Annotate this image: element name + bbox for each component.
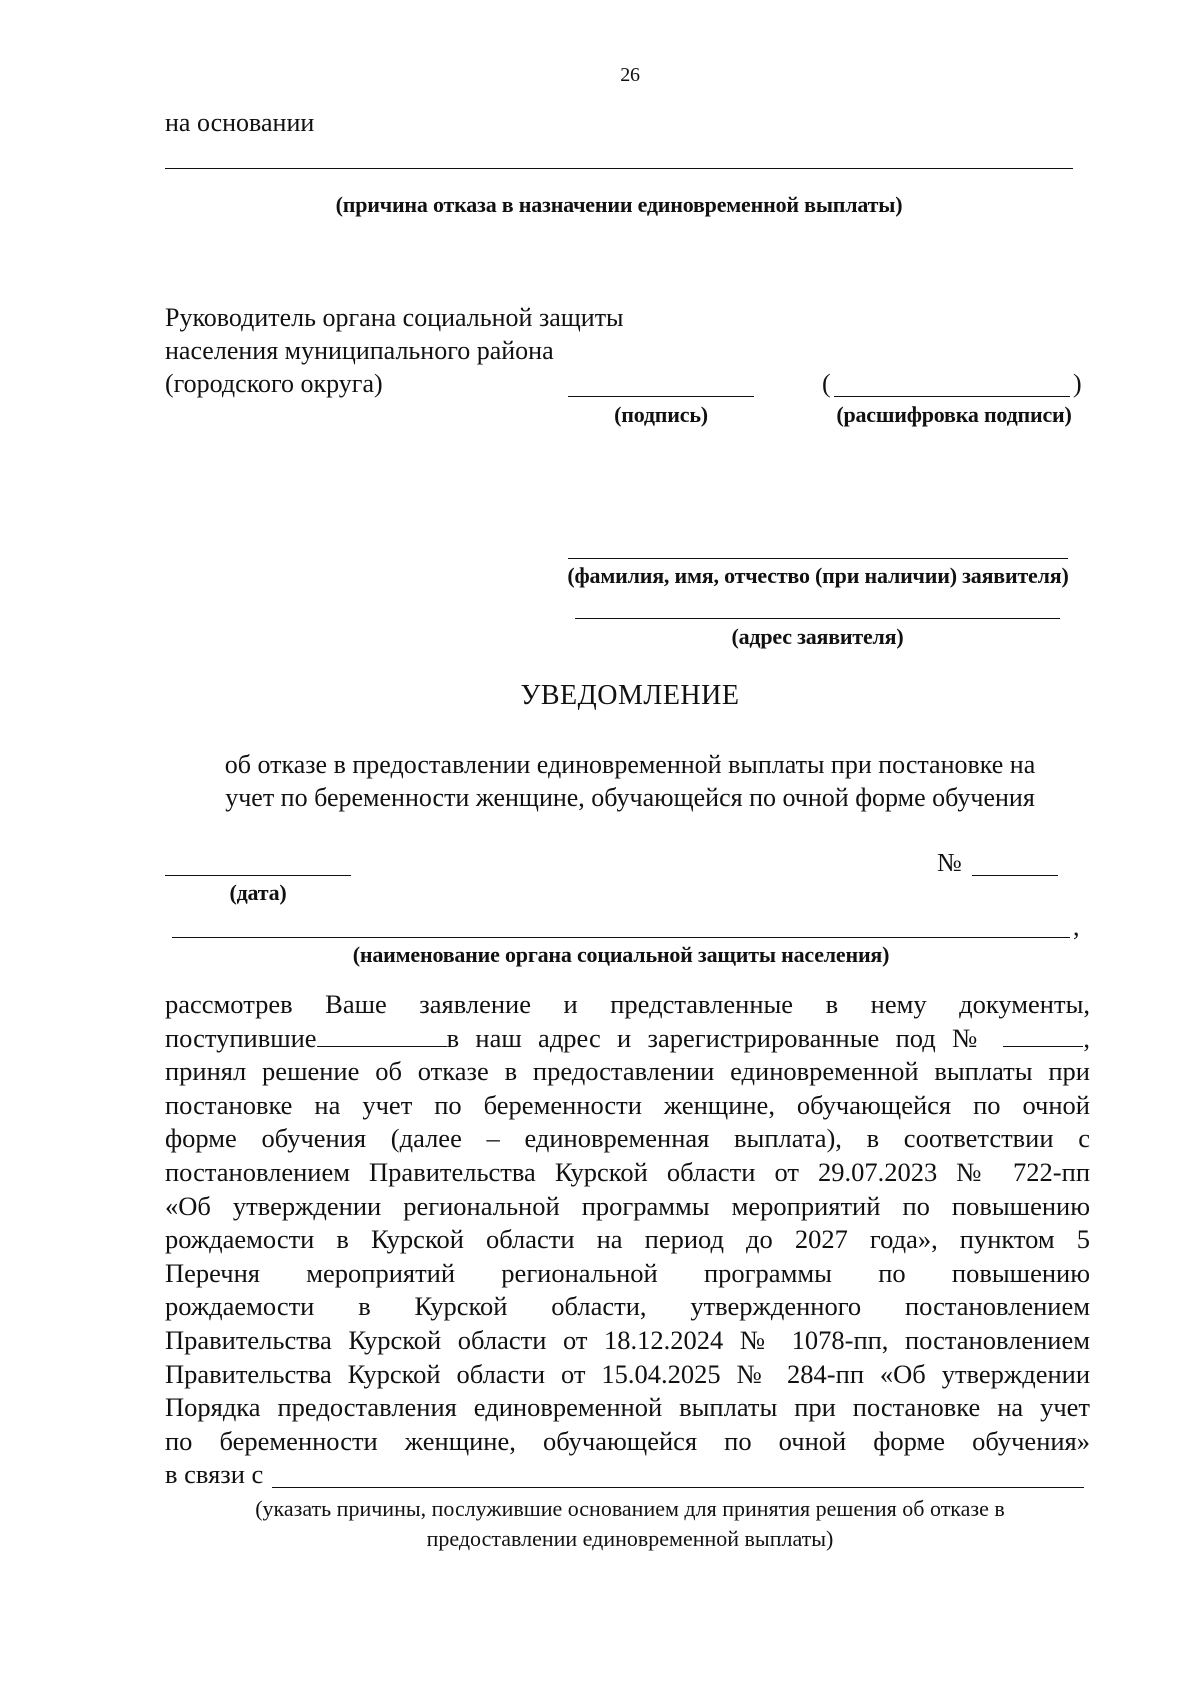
body-line-2-start: поступившие bbox=[165, 1022, 317, 1053]
body-line: Порядка предоставления единовременной выплаты при постановке на учет bbox=[165, 1392, 1090, 1423]
number-sign: № bbox=[937, 848, 962, 877]
head-line-3: (городского округа) bbox=[165, 369, 383, 398]
basis-caption: (причина отказа в назначении единовременной выплаты) bbox=[335, 192, 903, 217]
signature-caption: (подпись) bbox=[614, 402, 708, 427]
body-line: принял решение об отказе в предоставлении единовременной выплаты при bbox=[165, 1056, 1090, 1087]
signature-line bbox=[568, 396, 754, 397]
body-line: рассмотрев Ваше заявление и представленные в нему документы, bbox=[165, 989, 1090, 1019]
body-line-2-end: , bbox=[1083, 1022, 1091, 1053]
org-caption: (наименование органа социальной защиты населения) bbox=[352, 942, 890, 967]
org-line bbox=[172, 937, 1070, 938]
page-number: 26 bbox=[620, 64, 640, 86]
applicant-address-caption: (адрес заявителя) bbox=[731, 624, 904, 649]
basis-label: на основании bbox=[165, 108, 315, 137]
body-line-2-mid: в наш адрес и зарегистрированные под № bbox=[446, 1022, 988, 1053]
body-line: «Об утверждении региональной программы мероприятий по повышению bbox=[165, 1190, 1090, 1221]
decoding-line bbox=[834, 396, 1070, 397]
registration-number-blank bbox=[1003, 1024, 1083, 1047]
decoding-caption: (расшифровка подписи) bbox=[836, 402, 1072, 427]
reason-caption-line-1: (указать причины, послужившие основанием для принятия решения об отказе в bbox=[255, 1496, 1005, 1521]
body-line: рождаемости в Курской области, утвержденного постановлением bbox=[165, 1291, 1090, 1322]
basis-line bbox=[165, 168, 1073, 169]
body-line: постановлением Правительства Курской области от 29.07.2023 № 722-пп bbox=[165, 1156, 1090, 1187]
notice-subtitle-line-1: об отказе в предоставлении единовременной выплаты при постановке на bbox=[224, 750, 1036, 779]
body-line-2 bbox=[165, 1022, 1090, 1056]
date-caption: (дата) bbox=[229, 880, 287, 905]
notice-title: УВЕДОМЛЕНИЕ bbox=[520, 680, 740, 711]
open-paren: ( bbox=[822, 369, 831, 398]
date-line bbox=[165, 875, 351, 876]
body-line: рождаемости в Курской области на период до 2027 года», пунктом 5 bbox=[165, 1224, 1090, 1255]
applicant-name-line bbox=[568, 558, 1068, 559]
head-line-1: Руководитель органа социальной защиты bbox=[165, 303, 624, 332]
body-line: по беременности женщине, обучающейся по очной форме обучения» bbox=[165, 1425, 1090, 1456]
body-line: Правительства Курской области от 15.04.2025 № 284-пп «Об утверждении bbox=[165, 1358, 1090, 1389]
body-paragraph bbox=[165, 988, 1090, 1458]
body-line: Перечня мероприятий региональной программы по повышению bbox=[165, 1257, 1090, 1288]
body-line: постановке на учет по беременности женщине, обучающейся по очной bbox=[165, 1089, 1090, 1120]
applicant-name-caption: (фамилия, имя, отчество (при наличии) заявителя) bbox=[567, 563, 1069, 588]
notice-subtitle-line-2: учет по беременности женщине, обучающейся по очной форме обучения bbox=[225, 783, 1035, 812]
org-comma: , bbox=[1073, 912, 1080, 941]
receipt-date-blank bbox=[317, 1024, 447, 1047]
reason-caption-line-2: предоставлении единовременной выплаты) bbox=[426, 1526, 834, 1551]
reason-line bbox=[272, 1487, 1084, 1488]
applicant-address-line bbox=[575, 618, 1060, 619]
body-line: Правительства Курской области от 18.12.2024 № 1078-пп, постановлением bbox=[165, 1324, 1090, 1355]
body-line: форме обучения (далее – единовременная выплата), в соответствии с bbox=[165, 1123, 1090, 1154]
close-paren: ) bbox=[1073, 369, 1082, 398]
head-line-2: населения муниципального района bbox=[165, 336, 554, 365]
body-line-15: в связи с bbox=[165, 1459, 264, 1489]
number-line bbox=[972, 875, 1058, 876]
